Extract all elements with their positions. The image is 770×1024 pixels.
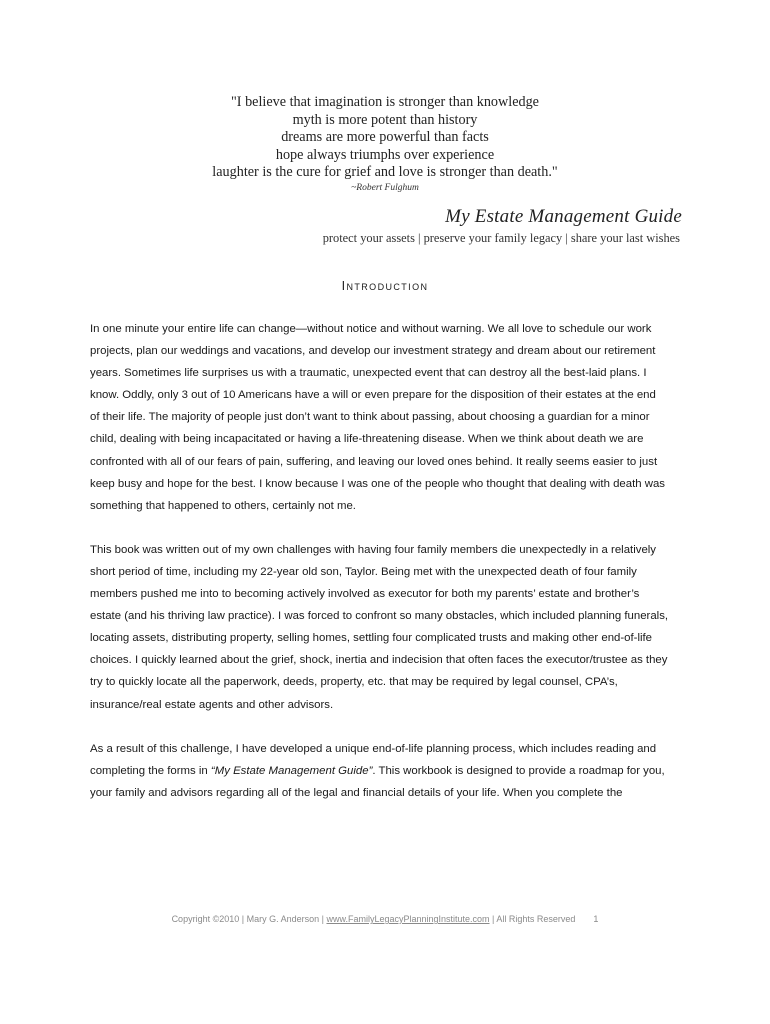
text-line: locating assets, distributing property, selling homes, settling four complicated trusts and making other end-of-life [90, 632, 653, 645]
text-line: members pushed me into to becoming actively involved as executor for both my parents’ estate and brother’s [90, 588, 640, 601]
paragraph [90, 318, 690, 517]
text-run: . This workbook is designed to provide a roadmap for you, [372, 764, 665, 777]
page-number: 1 [593, 914, 599, 924]
text-line [90, 760, 690, 782]
epigraph-quote [120, 94, 650, 182]
quote-line: "I believe that imagination is stronger than knowledge [231, 94, 539, 110]
text-line: This book was written out of my own challenges with having four family members die unexpectedly in a relatively [90, 543, 657, 556]
guide-title: My Estate Management Guide [445, 206, 682, 227]
text-line: keep busy and hope for the best. I know because I was one of the people who thought that dealing with death was [90, 477, 665, 490]
paragraph [90, 738, 690, 804]
footer-copyright: Copyright ©2010 | Mary G. Anderson | [171, 914, 327, 924]
quote-line: dreams are more powerful than facts [281, 129, 489, 146]
text-line: years. Sometimes life surprises us with a traumatic, unexpected event that can destroy all the best-laid plans. I [90, 367, 647, 380]
quote-attribution: ~Robert Fulghum [351, 183, 419, 193]
footer-rights: | All Rights Reserved [489, 914, 576, 924]
quote-line: myth is more potent than history [292, 111, 478, 128]
text-line: As a result of this challenge, I have developed a unique end-of-life planning process, which includes reading and [90, 742, 657, 755]
text-line: something that happened to others, certainly not me. [90, 499, 356, 512]
text-line: your family and advisors regarding all of the legal and financial details of your life. When you complete the [90, 786, 623, 799]
text-line: short period of time, including my 22-year old son, Taylor. Being met with the unexpected death of four family [90, 565, 637, 578]
text-line: try to quickly locate all the paperwork, deeds, property, etc. that may be required by legal counsel, CPA’s, [90, 676, 618, 689]
page-footer [0, 914, 770, 924]
text-line: child, dealing with being incapacitated or having a life-threatening disease. When we think about death we are [90, 433, 644, 446]
body-text [90, 318, 690, 804]
footer-website-link[interactable]: www.FamilyLegacyPlanningInstitute.com [326, 914, 490, 924]
text-line: choices. I quickly learned about the grief, shock, inertia and indecision that often faces the executor/trustee as they [90, 654, 668, 667]
quote-line: hope always triumphs over experience [275, 146, 495, 163]
text-line: insurance/real estate agents and other advisors. [90, 698, 334, 711]
text-line: confronted with all of our fears of pain, suffering, and leaving our loved ones behind. It really seems easier to just [90, 455, 658, 468]
text-line: know. Oddly, only 3 out of 10 Americans have a will or even prepare for the disposition of their estates at the end [90, 389, 656, 402]
text-line: of their life. The majority of people just don’t want to think about passing, about choosing a guardian for a minor [90, 411, 650, 424]
text-line: estate (and his thriving law practice). I was forced to confront so many obstacles, which included planning funerals, [90, 610, 669, 623]
quote-line: laughter is the cure for grief and love is stronger than death." [212, 164, 558, 181]
section-heading: Introduction [341, 279, 429, 293]
book-title-emphasis: “My Estate Management Guide” [210, 764, 373, 777]
paragraph [90, 539, 690, 716]
text-line: projects, plan our weddings and vacations, and develop our investment strategy and dream about our retirement [90, 345, 656, 358]
text-run: completing the forms in [90, 764, 211, 777]
guide-tagline: protect your assets | preserve your family legacy | share your last wishes [322, 231, 680, 245]
text-line: In one minute your entire life can change—without notice and without warning. We all love to schedule our work [90, 323, 652, 335]
